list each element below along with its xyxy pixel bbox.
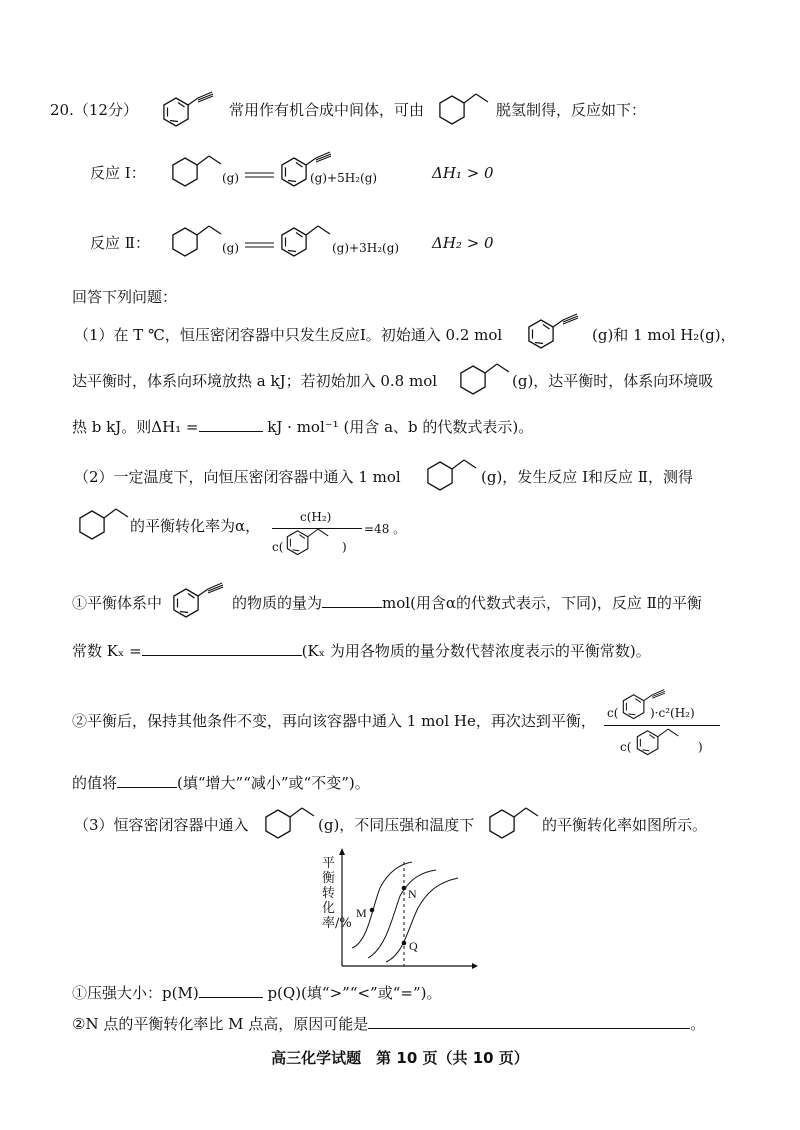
answer-blank[interactable] (142, 641, 302, 656)
part-3-a: （3）恒容密闭容器中通入 (74, 816, 249, 834)
equilibrium-arrow (244, 170, 276, 180)
phenylacetylene-structure (170, 581, 240, 621)
ethylcyclohexane-structure (420, 454, 490, 494)
x-axis-arrow (472, 963, 478, 969)
answer-blank[interactable] (199, 417, 263, 432)
reaction-2-enthalpy: ΔH₂ > 0 (432, 234, 494, 252)
part-3-c: 的平衡转化率如图所示。 (542, 816, 708, 834)
part-1-line-2: 达平衡时，体系向环境放热 a kJ；若初始加入 0.8 mol (72, 372, 438, 390)
curve-3 (386, 878, 458, 962)
phenylacetylene-structure (525, 312, 595, 352)
phenylacetylene-structure (160, 90, 230, 130)
q2-numerator-right: )·c²(H₂) (650, 706, 695, 720)
intro-text: 常用作有机合成中间体，可由 (229, 101, 425, 119)
point-q (402, 941, 407, 946)
part-2-line-2: 的平衡转化率为α， (130, 517, 261, 535)
question-number: 20.（12分） (50, 101, 138, 119)
fraction-denominator-right: ) (342, 540, 347, 554)
part-1-line-1b: (g)和 1 mol H₂(g)， (592, 326, 736, 344)
part-2-line-1: （2）一定温度下，向恒压密闭容器中通入 1 mol (74, 468, 401, 486)
q2-denominator-left: c( (620, 740, 632, 754)
answer-prompt: 回答下列问题： (72, 288, 178, 306)
ethylbenzene-structure (634, 724, 694, 760)
part-1-line-3: 热 b kJ。则ΔH₁ = kJ · mol⁻¹ (用含 a、b 的代数式表示)。 (72, 418, 534, 436)
reaction-1-enthalpy: ΔH₁ > 0 (432, 164, 494, 182)
fraction-denominator-left: c( (272, 540, 284, 554)
point-m (370, 908, 375, 913)
point-q-label: Q (409, 939, 418, 953)
intro-end: 脱氢制得，反应如下： (496, 101, 647, 119)
ethylcyclohexane-structure (432, 88, 502, 128)
part-3-q2: ②N 点的平衡转化率比 M 点高，原因可能是 。 (72, 1015, 706, 1033)
fraction-value: =48 。 (364, 522, 406, 536)
point-n-label: N (408, 887, 417, 901)
point-n (402, 886, 407, 891)
part-2-q2-b: 的值将 (填“增大”“减小”或“不变”)。 (72, 774, 370, 792)
reaction-1-products: (g)+5H₂(g) (310, 171, 378, 185)
reaction-1-label: 反应 Ⅰ： (90, 164, 146, 182)
part-1-line-2b: (g)，达平衡时，体系向环境吸 (512, 372, 714, 390)
part-1-line-1: （1）在 T ℃，恒压密闭容器中只发生反应Ⅰ。初始通入 0.2 mol (74, 326, 503, 344)
part-3-q1: ①压强大小：p(M) p(Q)(填“>”“<”或“=”)。 (72, 984, 442, 1002)
point-m-label: M (356, 906, 367, 920)
fraction-numerator: c(H₂) (300, 510, 332, 524)
reaction-2-label: 反应 Ⅱ： (90, 234, 150, 252)
q2-denominator-right: ) (698, 740, 703, 754)
answer-blank[interactable] (368, 1014, 690, 1029)
answer-blank[interactable] (322, 593, 382, 608)
part-3-b: (g)，不同压强和温度下 (318, 816, 475, 834)
equilibrium-arrow (244, 240, 276, 250)
reaction-2-state: (g) (222, 241, 240, 255)
part-2-q1-a: ①平衡体系中 (72, 594, 163, 612)
answer-blank[interactable] (199, 983, 263, 998)
reaction-2-products: (g)+3H₂(g) (332, 241, 400, 255)
part-2-q1-b: 的物质的量为 mol(用含α的代数式表示，下同)，反应 Ⅱ的平衡 (232, 594, 702, 612)
q2-numerator-left: c( (607, 706, 619, 720)
y-axis-arrow (339, 848, 345, 855)
part-2-line-1b: (g)，发生反应 Ⅰ和反应 Ⅱ，测得 (481, 468, 693, 486)
ethylbenzene-structure (284, 524, 348, 560)
part-2-q2-a: ②平衡后，保持其他条件不变，再向该容器中通入 1 mol He，再次达到平衡， (72, 712, 596, 730)
part-2-q1-d: 常数 Kₓ = (Kₓ 为用各物质的量分数代替浓度表示的平衡常数)。 (72, 642, 651, 660)
reaction-1-state: (g) (222, 171, 240, 185)
y-axis-label: 平衡转化率/% (322, 856, 352, 931)
page-footer: 高三化学试题 第 10 页（共 10 页） (271, 1049, 529, 1067)
answer-blank[interactable] (117, 773, 177, 788)
